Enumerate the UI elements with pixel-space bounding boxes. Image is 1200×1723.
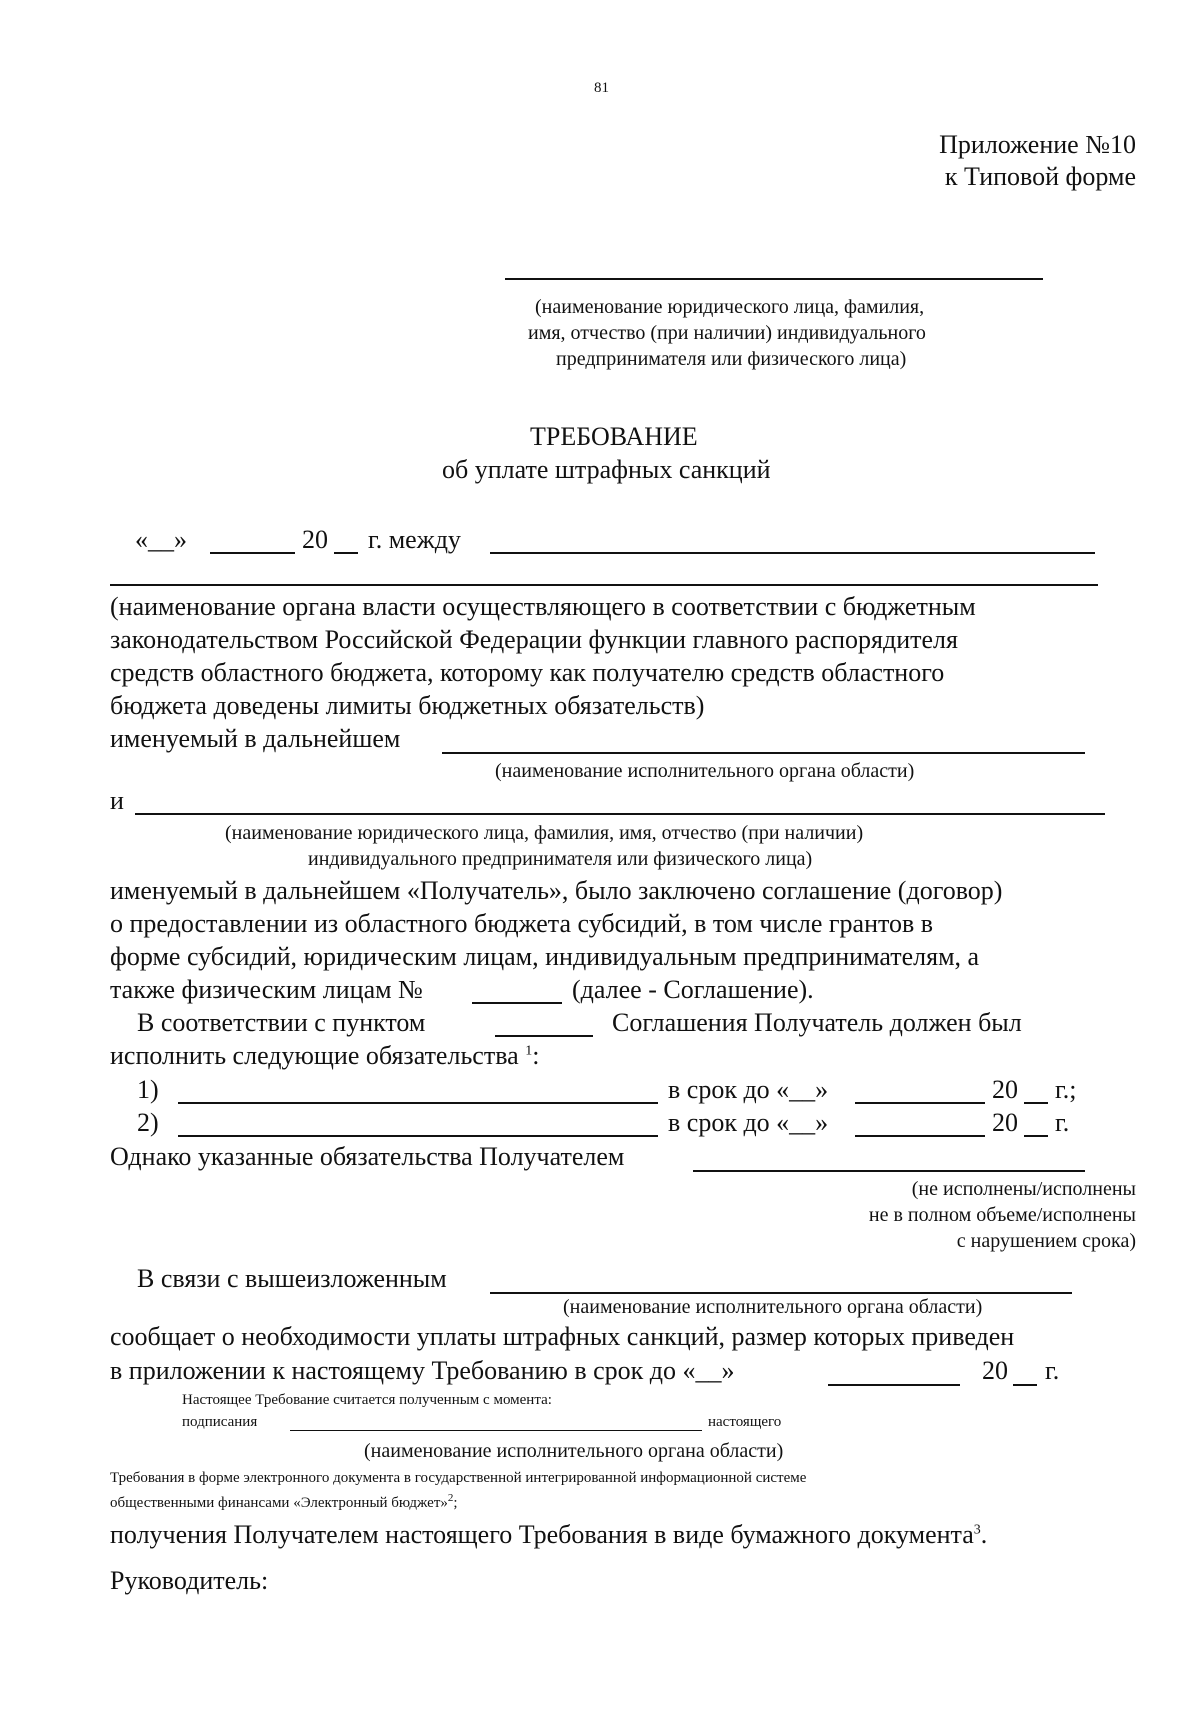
however-caption-1: (не исполнены/исполнены: [911, 1178, 1136, 1200]
page-number: 81: [594, 80, 609, 96]
authority-caption-1: (наименование органа власти осуществляющего в соответствии с бюджетным: [110, 592, 976, 621]
however-label: Однако указанные обязательства Получателем: [110, 1142, 625, 1171]
appendix-label: Приложение №10: [939, 130, 1136, 159]
notice-year: 20: [982, 1356, 1008, 1385]
date-day: «__»: [135, 525, 187, 554]
consequence-caption: (наименование исполнительного органа области): [563, 1296, 983, 1318]
notice-year-blank: [1013, 1384, 1037, 1386]
and-label: и: [110, 786, 124, 815]
obligation-2-month-blank: [855, 1135, 985, 1137]
document-title: ТРЕБОВАНИЕ: [530, 422, 698, 451]
between-label: г. между: [368, 525, 461, 554]
obligation-1-number: 1): [137, 1075, 159, 1104]
party-caption-2: индивидуального предпринимателя или физического лица): [308, 848, 813, 870]
notice-month-blank: [828, 1384, 960, 1386]
document-subtitle: об уплате штрафных санкций: [442, 455, 771, 484]
small-note-line-1: Настоящее Требование считается полученным с момента:: [182, 1392, 552, 1408]
agreement-line-3: форме субсидий, юридическим лицам, индивидуальным предпринимателям, а: [110, 942, 980, 971]
obligation-2-end: г.: [1055, 1108, 1070, 1137]
notice-line-2: в приложении к настоящему Требованию в срок до «__»: [110, 1356, 735, 1385]
between-blank: [490, 552, 1095, 554]
obligation-2-deadline: в срок до «__»: [668, 1108, 829, 1137]
obligation-2-blank: [178, 1135, 658, 1137]
date-month-blank: [210, 552, 295, 554]
however-caption-2: не в полном объеме/исполнены: [868, 1204, 1136, 1226]
obligation-2-number: 2): [137, 1108, 159, 1137]
obligations-intro-line2: исполнить следующие обязательства $^1$:: [110, 1041, 540, 1070]
hereinafter-label: именуемый в дальнейшем: [110, 724, 401, 753]
party-blank: [135, 813, 1105, 815]
hereinafter-caption: (наименование исполнительного органа области): [495, 760, 915, 782]
small-note-present: настоящего: [708, 1414, 782, 1430]
form-reference: к Типовой форме: [944, 162, 1136, 191]
footnote-ref-2: 2: [447, 1492, 454, 1504]
recipient-blank-line: [505, 278, 1043, 280]
footnote-ref-1: 1: [525, 1043, 533, 1059]
obligation-1-year-blank: [1024, 1102, 1048, 1104]
agreement-line-4b: (далее - Соглашение).: [572, 975, 814, 1004]
recipient-caption-1: (наименование юридического лица, фамилия,: [535, 296, 925, 318]
footnote-ref-3: 3: [973, 1522, 981, 1538]
signature-label: Руководитель:: [110, 1566, 269, 1595]
agreement-line-1: именуемый в дальнейшем «Получатель», было заключено соглашение (договор): [110, 876, 1003, 905]
obligation-1-blank: [178, 1102, 658, 1104]
however-caption-3: с нарушением срока): [956, 1230, 1136, 1252]
authority-caption-3: средств областного бюджета, которому как получателю средств областного: [110, 658, 945, 687]
agreement-line-4a: также физическим лицам №: [110, 975, 423, 1004]
obligation-1-end: г.;: [1055, 1075, 1077, 1104]
agreement-line-2: о предоставлении из областного бюджета субсидий, в том числе грантов в: [110, 909, 934, 938]
agreement-number-blank: [472, 1002, 562, 1004]
clause-number-blank: [495, 1035, 593, 1037]
electronic-line-1: Требования в форме электронного документа в государственной интегрированной информационной системе: [110, 1470, 807, 1486]
notice-end: г.: [1045, 1356, 1060, 1385]
authority-caption-2: законодательством Российской Федерации функции главного распорядителя: [110, 625, 958, 654]
small-note-signing: подписания: [182, 1414, 258, 1430]
obligation-1-deadline: в срок до «__»: [668, 1075, 829, 1104]
recipient-caption-3: предпринимателя или физического лица): [556, 348, 907, 370]
obligation-2-year: 20: [992, 1108, 1018, 1137]
obligation-2-year-blank: [1024, 1135, 1048, 1137]
obligations-intro-a: В соответствии с пунктом: [137, 1008, 426, 1037]
small-note-blank: [290, 1430, 702, 1431]
authority-caption-4: бюджета доведены лимиты бюджетных обязательств): [110, 691, 705, 720]
consequence-label: В связи с вышеизложенным: [137, 1264, 447, 1293]
obligation-1-year: 20: [992, 1075, 1018, 1104]
however-blank: [693, 1170, 1085, 1172]
paper-line: получения Получателем настоящего Требования в виде бумажного документа$^3$.: [110, 1520, 988, 1549]
obligations-intro-b: Соглашения Получатель должен был: [612, 1008, 1022, 1037]
date-year-blank: [334, 552, 358, 554]
obligation-1-month-blank: [855, 1102, 985, 1104]
notice-line-1: сообщает о необходимости уплаты штрафных санкций, размер которых приведен: [110, 1322, 1015, 1351]
authority-blank-line: [110, 584, 1098, 586]
party-caption-1: (наименование юридического лица, фамилия, имя, отчество (при наличии): [225, 822, 864, 844]
small-caption: (наименование исполнительного органа области): [364, 1440, 784, 1462]
consequence-blank: [490, 1292, 1072, 1294]
electronic-line-2: общественными финансами «Электронный бюджет»$^2$;: [110, 1492, 458, 1511]
date-year-prefix: 20: [302, 525, 328, 554]
recipient-caption-2: имя, отчество (при наличии) индивидуального: [528, 322, 926, 344]
hereinafter-blank: [442, 752, 1085, 754]
